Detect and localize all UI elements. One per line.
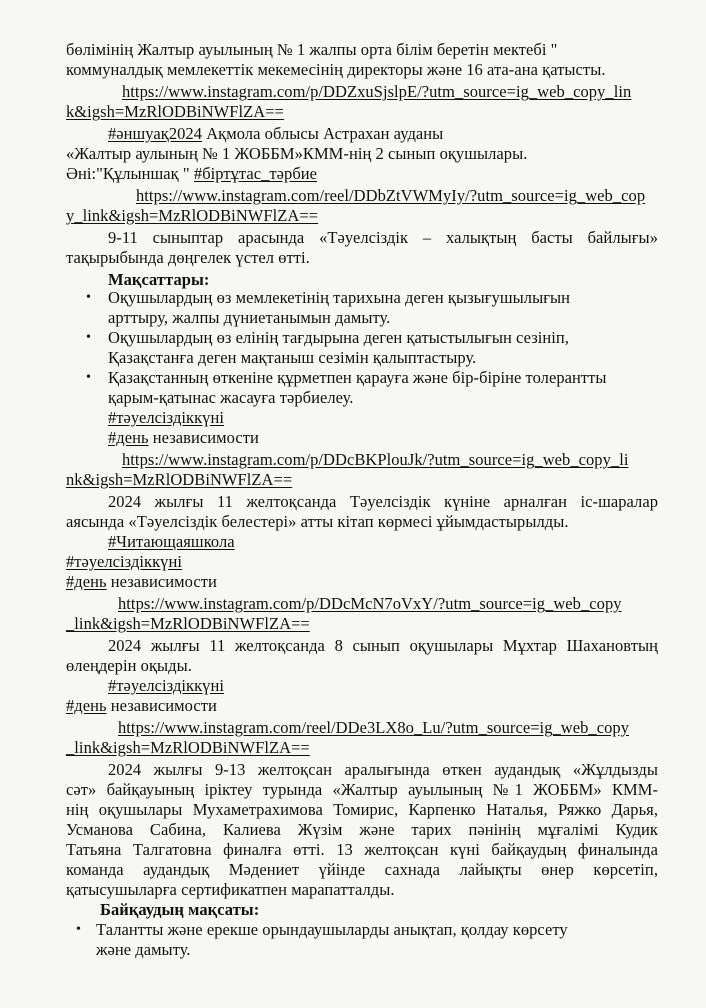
instagram-link[interactable]: k&igsh=MzRlODBiNWFlZA== — [66, 102, 284, 121]
text-line: аясында «Тәуелсіздік белестері» атты кітап көрмесі ұйымдастырылды. — [66, 512, 569, 531]
instagram-link[interactable]: https://www.instagram.com/p/DDcBKPlouJk/?utm_source=ig_web_copy_li — [122, 450, 629, 469]
hashtag-line — [108, 428, 259, 448]
instagram-link[interactable]: _link&igsh=MzRlODBiNWFlZA== — [66, 738, 310, 757]
text-line: Усманова Сабина, Калиева Жүзім және тарих пәнінің мұғалімі Кудик — [66, 820, 658, 839]
text-line: сәт» байқауының іріктеу турында «Жалтыр ауылының №1 ЖОББМ» КММ- — [66, 780, 658, 799]
hashtag[interactable]: #день — [66, 572, 107, 591]
list-item-text: Талантты және ерекше орындаушыларды анықтап, қолдау көрсету — [96, 920, 568, 939]
list-item-text: Оқушылардың өз елінің тағдырына деген қатыстылығын сезініп, — [108, 328, 569, 347]
instagram-link[interactable]: https://www.instagram.com/p/DDcMcN7oVxY/?utm_source=ig_web_copy — [118, 594, 622, 613]
text-line: қатысушыларға сертификатпен марапатталды. — [66, 880, 395, 899]
text-line: Татьяна Талгатовна финалға өтті. 13 желтоқсан күні байқаудың финалында — [66, 840, 658, 859]
text-segment: независимости — [148, 428, 259, 447]
list-item-text: қарым-қатынас жасауға тәрбиелеу. — [108, 388, 354, 407]
hashtag[interactable]: #тәуелсіздіккүні — [108, 676, 224, 695]
list-item-text: арттыру, жалпы дүниетанымын дамыту. — [108, 308, 391, 327]
hashtag[interactable]: #тәуелсіздіккүні — [66, 552, 182, 571]
song-line — [66, 164, 317, 184]
instagram-link[interactable]: y_link&igsh=MzRlODBiNWFlZA== — [66, 206, 319, 225]
text-line: 2024 жылғы 11 желтоқсанда 8 сынып оқушылары Мұхтар Шахановтың — [108, 636, 658, 655]
hashtag[interactable]: #әншуақ2024 — [108, 124, 203, 143]
instagram-link[interactable]: nk&igsh=MzRlODBiNWFlZA== — [66, 470, 293, 489]
bullet-icon: • — [86, 330, 91, 345]
text-line: 2024 жылғы 11 желтоқсанда Тәуелсіздік күніне арналған іс-шаралар — [108, 492, 658, 511]
section-heading: Мақсаттары: — [108, 270, 210, 289]
text-line: бөлімінің Жалтыр ауылының № 1 жалпы орта білім беретін мектебі " — [66, 40, 558, 59]
list-item-text: Оқушылардың өз мемлекетінің тарихына деген қызығушылығын — [108, 288, 571, 307]
text-line: команда аудандық Мәдениет үйінде сахнада лайықты өнер көрсетіп, — [66, 860, 658, 879]
hashtag[interactable]: #тәуелсіздіккүні — [108, 408, 224, 427]
instagram-link[interactable]: _link&igsh=MzRlODBiNWFlZA== — [66, 614, 310, 633]
instagram-link[interactable]: https://www.instagram.com/reel/DDe3LX8o_Lu/?utm_source=ig_web_copy — [118, 718, 630, 737]
hashtag[interactable]: #день — [66, 696, 107, 715]
list-item-text: және дамыту. — [96, 940, 191, 959]
text-line: 9-11 сыныптар арасында «Тәуелсіздік – халықтың басты байлығы» — [108, 228, 658, 247]
hashtag-line — [66, 572, 217, 592]
bullet-icon: • — [76, 922, 81, 937]
text-line: «Жалтыр аулының № 1 ЖОББМ»КММ-нің 2 сынып оқушылары. — [66, 144, 528, 163]
section-heading: Байқаудың мақсаты: — [100, 900, 260, 919]
text-segment: независимости — [106, 696, 217, 715]
text-line: тақырыбында дөңгелек үстел өтті. — [66, 248, 310, 267]
text-segment: Ақмола облысы Астрахан ауданы — [202, 124, 444, 143]
hashtag-line — [108, 124, 443, 144]
text-segment: Әні:"Құлыншақ " — [66, 164, 194, 183]
text-segment: независимости — [106, 572, 217, 591]
list-item-text: Қазақстанның өткеніне құрметпен қарауға және бір-біріне толерантты — [108, 368, 607, 387]
bullet-icon: • — [86, 290, 91, 305]
hashtag-line — [66, 696, 217, 716]
text-line: коммуналдық мемлекеттік мекемесінің директоры және 16 ата-ана қатысты. — [66, 60, 606, 79]
instagram-link[interactable]: https://www.instagram.com/reel/DDbZtVWMyIy/?utm_source=ig_web_cop — [136, 186, 646, 205]
text-line: өлеңдерін оқыды. — [66, 656, 192, 675]
hashtag[interactable]: #день — [108, 428, 149, 447]
text-line: 2024 жылғы 9-13 желтоқсан аралығында өткен аудандық «Жұлдызды — [108, 760, 658, 779]
text-line: нің оқушылары Мухаметрахимова Томирис, Карпенко Наталья, Ряжко Дарья, — [66, 800, 658, 819]
hashtag[interactable]: #біртұтас_тәрбие — [193, 164, 318, 183]
hashtag[interactable]: #Читающаяшкола — [108, 532, 235, 551]
bullet-icon: • — [86, 370, 91, 385]
list-item-text: Қазақстанға деген мақтаныш сезімін қалыптастыру. — [108, 348, 477, 367]
instagram-link[interactable]: https://www.instagram.com/p/DDZxuSjslpE/?utm_source=ig_web_copy_lin — [122, 82, 632, 101]
